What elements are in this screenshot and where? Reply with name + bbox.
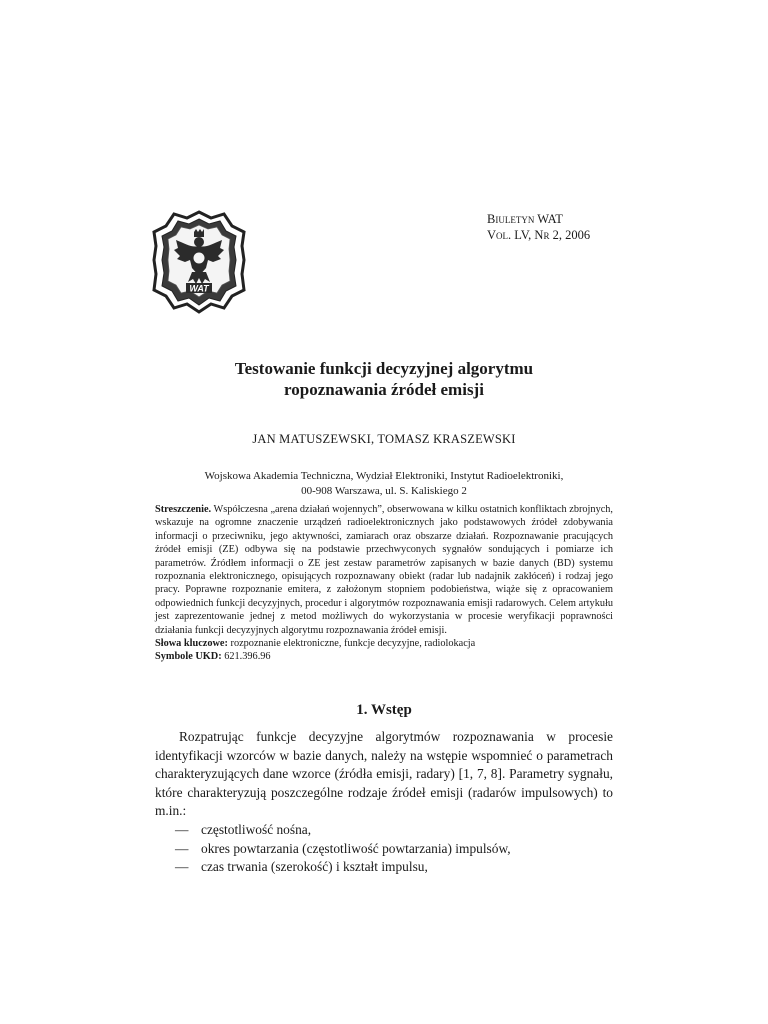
journal-volume: Vol. LV, Nr 2, 2006 <box>487 228 591 242</box>
journal-name: Biuletyn WAT <box>487 212 563 226</box>
article-title-line-2: ropoznawania źródeł emisji <box>284 380 484 399</box>
article-title-line-1: Testowanie funkcji decyzyjnej algorytmu <box>234 359 534 378</box>
list-dash: — <box>175 821 189 837</box>
keywords-text: rozpoznanie elektroniczne, funkcje decyzyjne, radiolokacja <box>230 638 476 650</box>
list-item <box>175 821 613 840</box>
article-affiliation <box>150 469 618 499</box>
list-item-text: okres powtarzania (częstotliwość powtarzania) impulsów, <box>201 840 511 856</box>
emblem-text: WAT <box>189 283 209 294</box>
section-paragraph: Rozpatrując funkcje decyzyjne algorytmów rozpoznawania w procesie identyfikacji wzorców w bazie danych, należy na wstępie wspomnieć o parametrach charakteryzujących dane wzorce (źródła emisji, radary) [1, 7, 8]. Parametry sygnału, które charakteryzują poszczególne rodzaje źródeł emisji (radarów impulsowych) to m.in.: <box>155 729 613 819</box>
list-item-text: czas trwania (szerokość) i kształt impulsu, <box>201 859 428 875</box>
ukd-text: 621.396.96 <box>224 651 271 663</box>
affiliation-line-1: Wojskowa Akademia Techniczna, Wydział Elektroniki, Instytut Radioelektroniki, <box>204 470 564 482</box>
list-item <box>175 840 613 859</box>
keywords-label: Słowa kluczowe: <box>155 638 228 650</box>
ukd-label: Symbole UKD: <box>155 651 222 663</box>
wat-eagle-emblem-icon <box>152 210 246 314</box>
list-dash: — <box>175 859 189 875</box>
section-heading: 1. Wstęp <box>356 702 412 718</box>
list-dash: — <box>175 840 189 856</box>
abstract-paragraph <box>155 503 613 637</box>
abstract-label: Streszczenie. <box>155 504 212 515</box>
list-item <box>175 858 613 877</box>
affiliation-line-2: 00-908 Warszawa, ul. S. Kaliskiego 2 <box>301 485 467 497</box>
list-item-text: częstotliwość nośna, <box>201 821 312 837</box>
abstract-text: Współczesna „arena działań wojennych”, obserwowana w kilku ostatnich konfliktach zbrojnych, wskazuje na ogromne znaczenie urządzeń radioelektronicznych jako podstawowych źródeł zdobywania informacji o przeciwniku, jego aktywności, zamiarach oraz obszarze działań. Rozpoznawanie pracujących źródeł emisji (ZE) odbywa się na podstawie przechwyconych sygnałów sondujących i pomiarze ich parametrów. Źródłem informacji o ZE jest zestaw parametrów zapisanych w bazie danych (BD) systemu rozpoznania elektronicznego, opisujących rozpoznawany obiekt (radar lub nadajnik zakłóceń) i rodzaj jego pracy. Poprawne rozpoznanie emitera, z założonym stopniem podobieństwa, wiąże się z opracowaniem odpowiednich funkcji decyzyjnych, procedur i algorytmów rozpoznawania emisji radarowych. Celem artykułu jest zaprezentowanie jednej z metod możliwych do wykorzystania w procesie weryfikacji poprawności działania funkcji decyzyjnych algorytmu rozpoznawania źródeł emisji. <box>155 504 614 636</box>
parameter-list <box>155 821 613 877</box>
ukd-line <box>155 650 613 663</box>
keywords-line <box>155 637 613 650</box>
article-title <box>150 358 618 400</box>
journal-header <box>487 211 590 243</box>
section-body <box>155 728 613 877</box>
article-authors: JAN MATUSZEWSKI, TOMASZ KRASZEWSKI <box>252 432 516 446</box>
abstract-block <box>155 503 613 664</box>
